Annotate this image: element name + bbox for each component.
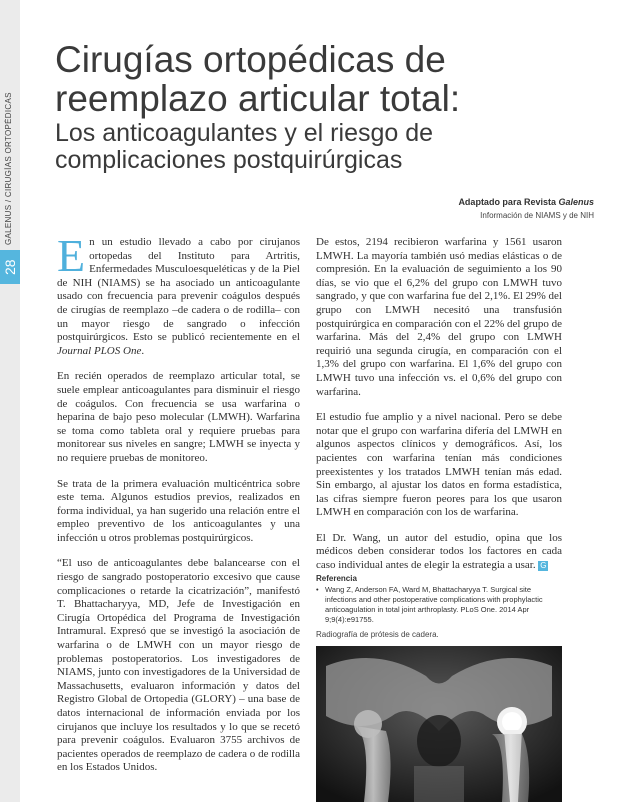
subtitle-line-1: Los anticoagulantes y el riesgo de xyxy=(55,119,434,147)
figure-caption: Radiografía de prótesis de cadera. xyxy=(316,630,439,639)
hip-xray-image xyxy=(316,646,562,802)
paragraph-5: De estos, 2194 recibieron warfarina y 1561 usaron LMWH. La mayoría también usó medias elásticas o de compresión. En la evaluación de seguimiento a los 90 días, se vio que el 6,2% del grupo con LMWH tuvo sangrado, y que con warfarina fue del 2,1%. El 29% del grupo con LMWH necesitó una transfusión postquirúrgica en comparación con el 22% del grupo de warfarina. Más del 2,4% del grupo con LMWH requirió una segunda cirugía, en comparación con el 1,3% del grupo con warfarina. El 1,6% del grupo con LMWH tuvo una infección vs. el 0,6% del grupo con warfarina. xyxy=(316,236,562,398)
subtitle-line-2: complicaciones postquirúrgicas xyxy=(55,146,403,174)
article-subtitle xyxy=(55,120,595,174)
source-info: Información de NIAMS y de NIH xyxy=(480,211,594,220)
paragraph-6: El estudio fue amplio y a nivel nacional. Pero se debe notar que el grupo con warfarina difería del LMWH en algunos aspectos clínicos y demográficos. Así, los pacientes con warfarina tenían más condiciones preexistentes y los tratados LMWH tenían más edad. Sin embargo, al ajustar los datos en forma estadística, las cifras siempre fueron peores para los que usaron LMWH en comparación con los de warfarina. xyxy=(316,411,562,519)
galenus-end-badge: G xyxy=(540,560,547,570)
reference-text: Wang Z, Anderson FA, Ward M, Bhattacharyya T. Surgical site infections and other postoperative complications with prophylactic anticoagulation in total joint arthroplasty. PLoS One. 2014 Apr 9;9(4):e91755. xyxy=(325,585,543,624)
paragraph-3: Se trata de la primera evaluación multicéntrica sobre este tema. Algunos estudios previos, realizados en forma individual, ya han sugerido una relación entre el empleo preventivo de los anticoagulantes y una infección u otros problemas postquirúrgicos. xyxy=(57,477,300,544)
reference-bullet: • xyxy=(316,585,319,594)
section-label: GALENUS / CIRUGÍAS ORTOPÉDICAS xyxy=(4,92,13,245)
adapted-prefix: Adaptado para Revista xyxy=(458,197,556,207)
column-right xyxy=(316,236,562,585)
drop-cap: E xyxy=(57,230,86,281)
journal-name: Journal PLOS One xyxy=(57,344,142,357)
xray-illustration xyxy=(316,646,562,802)
article-title xyxy=(55,40,595,118)
title-line-1: Cirugías ortopédicas de xyxy=(55,39,446,80)
paragraph-7-text: El Dr. Wang, un autor del estudio, opina que los médicos deben considerar todos los factores en cada caso individual antes de elegir la estrategia a usar. xyxy=(316,531,562,572)
paragraph-2: En recién operados de reemplazo articular total, se suele emplear anticoagulantes para disminuir el riesgo de coágulos. Con frecuencia se usa warfarina o heparina de bajo peso molecular (LMWH). Warfarina se toma como tableta oral y requiere pruebas para monitorear sus niveles en sangre; LMWH se inyecta y no requiere pruebas de monitoreo. xyxy=(57,370,300,464)
paragraph-1-text: n un estudio llevado a cabo por cirujanos ortopedas del Instituto para Artritis, Enfermedades Musculoesqueléticas y de la Piel de NIH (NIAMS) se ha asociado un anticoagulante usado con frecuencia para prevenir coágulos después de cirugías de reemplazo –de cadera o de rodilla– con un mayor riesgo de sangrado o infección postquirúrgicos. Esto se publicó recientemente en el xyxy=(57,236,300,344)
paragraph-7 xyxy=(316,532,562,573)
column-left xyxy=(57,230,300,787)
page-number-box xyxy=(0,250,20,284)
paragraph-1-end: . xyxy=(141,344,145,357)
reference-heading: Referencia xyxy=(316,574,357,583)
paragraph-1 xyxy=(57,230,300,358)
adapted-credit xyxy=(458,197,594,207)
title-line-2: reemplazo articular total: xyxy=(55,78,461,119)
paragraph-4: “El uso de anticoagulantes debe balancearse con el riesgo de sangrado postoperatorio excesivo que cause complicaciones o retarde la cicatrización”, manifestó T. Bhattacharyya, MD, Jefe de Investigación en Cirugía Ortopédica del Programa de Investigación Intramural. Expresó que se investigó la asociación de warfarina o de LMWH con un mayor riesgo de problemas postoperatorios. Los investigadores de NIAMS, junto con investigadores de la Universidad de Massachusetts, evaluaron información y datos del Registro Global de Ortopedia (GLORY) – una base de datos internacional de información enviada por los cirujanos que incluye los resultados y lo que se recetó para prevenir coágulos. Evaluaron 3755 archivos de pacientes operados de reemplazo de cadera o de rodilla en los Estados Unidos. xyxy=(57,557,300,774)
reference-item xyxy=(316,585,562,625)
page-number: 28 xyxy=(2,259,18,275)
adapted-source: Galenus xyxy=(558,197,594,207)
